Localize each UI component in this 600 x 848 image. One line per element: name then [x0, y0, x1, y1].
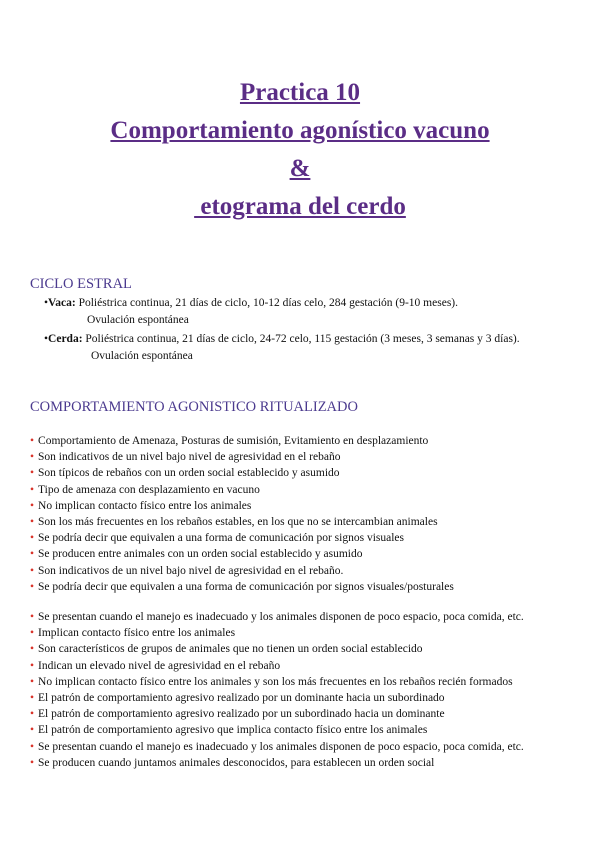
list-item: • Son indicativos de un nivel bajo nivel de agresividad en el rebaño	[30, 451, 341, 464]
bullet-icon: •	[30, 564, 35, 577]
estral-item-cerda	[44, 331, 520, 365]
title-block	[0, 74, 600, 226]
estral-item-vaca	[44, 295, 458, 329]
cerda-text: Poliéstrica continua, 21 días de ciclo, 24-72 celo, 115 gestación (3 meses, 3 semanas y 3 días).	[82, 333, 520, 345]
bullet-icon: •	[30, 627, 35, 640]
bullet-icon: •	[30, 451, 35, 464]
list-item: • Son característicos de grupos de animales que no tienen un orden social establecido	[30, 643, 423, 656]
list-item: • Se producen cuando juntamos animales desconocidos, para establecen un orden social	[30, 756, 435, 769]
bullet-icon: •	[30, 499, 35, 512]
list-item: • El patrón de comportamiento agresivo que implica contacto físico entre los animales	[30, 724, 428, 737]
vaca-label: Vaca:	[48, 297, 76, 309]
list-item: • El patrón de comportamiento agresivo realizado por un subordinado hacia un dominante	[30, 708, 445, 721]
bullet-icon: •	[30, 643, 35, 656]
title-comportamiento: Comportamiento agonístico vacuno	[110, 117, 490, 144]
bullet-icon: •	[30, 756, 35, 769]
list-item: • Comportamiento de Amenaza, Posturas de sumisión, Evitamiento en desplazamiento	[30, 435, 429, 447]
bullet-icon: •	[30, 435, 35, 447]
bullet-icon: •	[30, 548, 35, 561]
bullet-icon: •	[30, 580, 35, 593]
vaca-ovulacion: Ovulación espontánea	[87, 314, 189, 326]
heading-ciclo-estral: CICLO ESTRAL	[30, 276, 132, 292]
bullet-icon: •	[30, 611, 35, 623]
cerda-ovulacion: Ovulación espontánea	[91, 350, 193, 362]
list-item: • Son indicativos de un nivel bajo nivel de agresividad en el rebaño.	[30, 564, 344, 577]
bullet-icon: •	[30, 483, 35, 496]
list-item: • Se presentan cuando el manejo es inadecuado y los animales disponen de poco espacio, poca comida, etc.	[30, 611, 524, 623]
bullet-icon: •	[30, 659, 35, 672]
list-item: • Se podría decir que equivalen a una forma de comunicación por signos visuales/posturales	[30, 580, 454, 593]
bullet-icon: •	[30, 724, 35, 737]
title-practica: Practica 10	[239, 79, 361, 106]
list-item: • Implican contacto físico entre los animales	[30, 627, 236, 640]
bullet-icon: •	[30, 515, 35, 528]
list-item: • Tipo de amenaza con desplazamiento en vacuno	[30, 483, 260, 496]
heading-comportamiento: COMPORTAMIENTO AGONISTICO RITUALIZADO	[30, 399, 358, 415]
list-item: • Se podría decir que equivalen a una forma de comunicación por signos visuales	[30, 532, 404, 545]
bullet: •	[44, 297, 49, 309]
bullet-icon: •	[30, 708, 35, 721]
bullet: •	[44, 333, 49, 345]
bullet-icon: •	[30, 532, 35, 545]
bullet-icon: •	[30, 675, 35, 688]
list-item: • Indican un elevado nivel de agresividad en el rebaño	[30, 659, 281, 672]
title-ampersand: &	[289, 155, 311, 182]
list-ritualizado	[30, 433, 454, 595]
list-item: • Se presentan cuando el manejo es inadecuado y los animales disponen de poco espacio, poca comida, etc.	[30, 740, 524, 753]
bullet-icon: •	[30, 740, 35, 753]
list-item: • Se producen entre animales con un orden social establecido y asumido	[30, 548, 363, 561]
list-item: • Son los más frecuentes en los rebaños estables, en los que no se intercambian animales	[30, 515, 438, 528]
cerda-label: Cerda:	[48, 333, 83, 345]
list-item: • No implican contacto físico entre los animales	[30, 499, 252, 512]
bullet-icon: •	[30, 691, 35, 704]
title-etograma: etograma del cerdo	[194, 193, 406, 220]
vaca-text: Poliéstrica continua, 21 días de ciclo, 10-12 días celo, 284 gestación (9-10 meses).	[75, 297, 458, 309]
list-item: • Son típicos de rebaños con un orden social establecido y asumido	[30, 467, 340, 480]
list-item: • No implican contacto físico entre los animales y son los más frecuentes en los rebaños recién formados	[30, 675, 513, 688]
list-agresivo	[30, 609, 524, 771]
bullet-icon: •	[30, 467, 35, 480]
list-item: • El patrón de comportamiento agresivo realizado por un dominante hacia un subordinado	[30, 691, 445, 704]
